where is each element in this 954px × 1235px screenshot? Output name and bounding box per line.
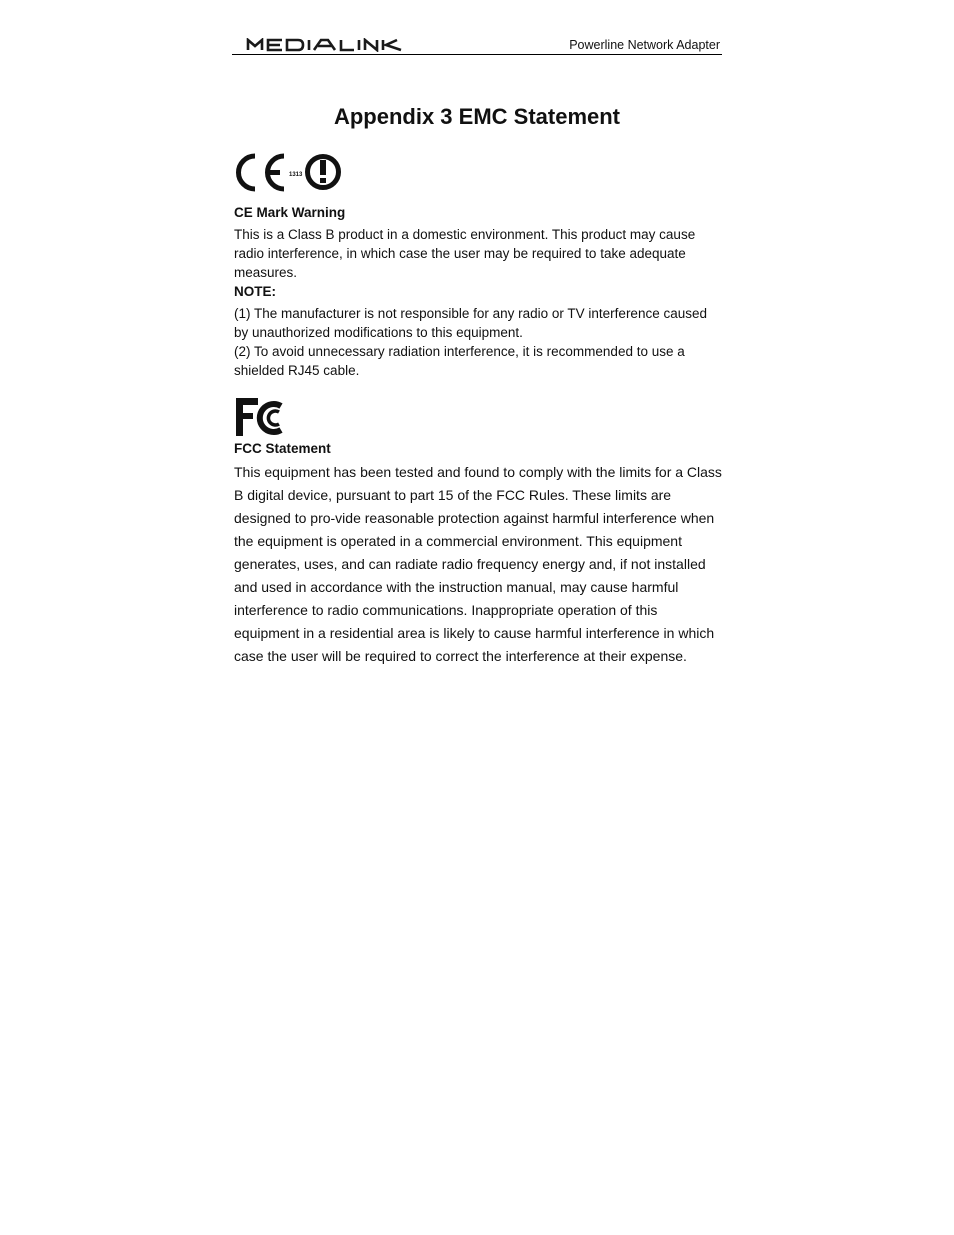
- fcc-heading: FCC Statement: [234, 441, 331, 456]
- page-header: [232, 34, 722, 55]
- svg-text:1313: 1313: [289, 172, 303, 178]
- medialink-logo: [246, 38, 416, 52]
- fcc-body: This equipment has been tested and found to comply with the limits for a Class B digital device, pursuant to part 15 of the FCC Rules. These limits are designed to pro-vide reasonable protection against harmful interference when the equipment is operated in a commercial environment. This equipment generates, uses, and can radiate radio frequency energy and, if not installed and used in accordance with the instruction manual, may cause harmful interference to radio communications. Inappropriate operation of this equipment in a residential area is likely to cause harmful interference in which case the user will be required to correct the interference at their expense.: [234, 464, 722, 664]
- fcc-logo: [235, 397, 289, 437]
- ce-mark-logo: [235, 152, 345, 194]
- page-title: Appendix 3 EMC Statement: [333, 104, 621, 129]
- header-title: Powerline Network Adapter: [569, 38, 720, 52]
- note-item-1: (1) The manufacturer is not responsible for any radio or TV interference caused by unauthorized modifications to this equipment.: [234, 306, 707, 340]
- ce-mark-heading: CE Mark Warning: [234, 205, 346, 220]
- ce-mark-section: [234, 203, 724, 380]
- note-label: NOTE:: [234, 284, 276, 299]
- fcc-section: [234, 439, 724, 668]
- ce-mark-body: This is a Class B product in a domestic environment. This product may cause radio interference, in which case the user may be required to take adequate measures.: [234, 227, 696, 280]
- note-item-2: (2) To avoid unnecessary radiation interference, it is recommended to use a shielded RJ45 cable.: [234, 344, 685, 378]
